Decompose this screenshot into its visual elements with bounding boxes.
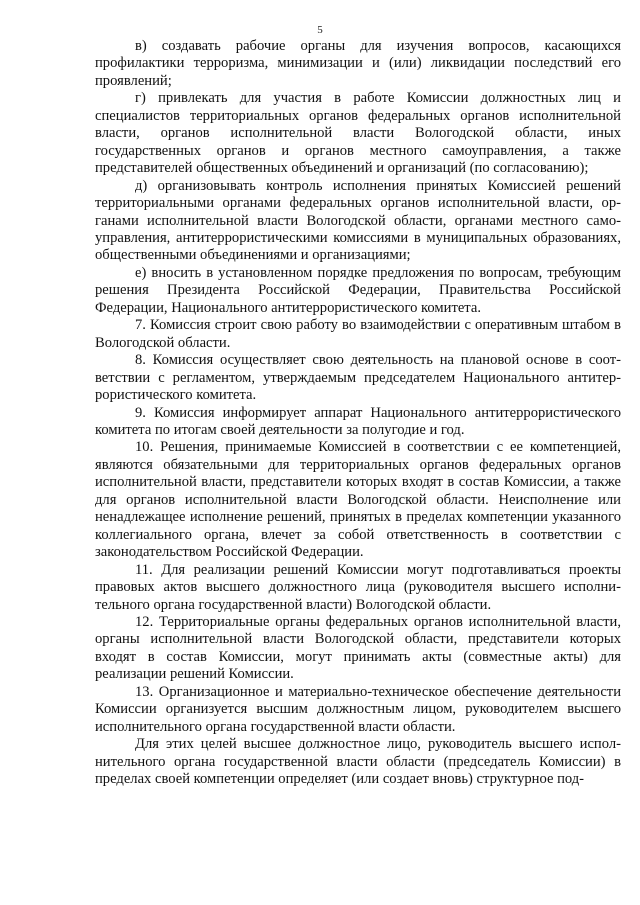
- paragraph-9: 9. Комиссия информирует аппарат Национального антитеррористического комитета по итогам своей деятельности за полугодие и год.: [95, 404, 621, 438]
- page-number: 5: [317, 24, 323, 36]
- document-body: [95, 38, 621, 788]
- paragraph-13-continuation: Для этих целей высшее должностное лицо, руководитель высшего исполнительного органа государственной власти области (председатель Комиссии) в пределах своей компетенции определяет (или создает вновь) структурное под-: [95, 736, 621, 788]
- paragraph-12: 12. Территориальные органы федеральных органов исполнительной власти, органы исполнительной власти Вологодской области, представители которых входят в состав Комиссии, могут принимать акты (совместные акты) для реализации решений Комиссии.: [95, 613, 621, 683]
- paragraph-7: 7. Комиссия строит свою работу во взаимодействии с оперативным штабом в Вологодской области.: [95, 317, 621, 351]
- paragraph-item-e: е) вносить в установленном порядке предложения по вопросам, требующим решения Президента Российской Федерации, Правительства Российской Федерации, Национального антитеррористического комитета.: [95, 264, 621, 316]
- paragraph-item-d: д) организовывать контроль исполнения принятых Комиссией решений территориальными органами федеральных органов исполнительной власти, органами исполнительной власти Вологодской области, органами местного самоуправления, антитеррористическими комиссиями в муниципальных образованиях, общественными объединениями и организациями;: [95, 177, 621, 264]
- paragraph-item-v: в) создавать рабочие органы для изучения вопросов, касающихся профилактики терроризма, минимизации и (или) ликвидации последствий его проявлений;: [95, 38, 621, 89]
- paragraph-8: 8. Комиссия осуществляет свою деятельность на плановой основе в соответствии с регламентом, утверждаемым председателем Национального антитеррористического комитета.: [95, 352, 621, 404]
- paragraph-11: 11. Для реализации решений Комиссии могут подготавливаться проекты правовых актов высшего должностного лица (руководителя высшего исполнительного органа государственной власти) Вологодской области.: [95, 561, 621, 613]
- paragraph-10: 10. Решения, принимаемые Комиссией в соответствии с ее компетенцией, являются обязательными для территориальных органов федеральных органов исполнительной власти, представители которых входят в состав Комиссии, а также для органов исполнительной власти Вологодской области. Неисполнение или ненадлежащее исполнение решений, принятых в пределах компетенции указанного коллегиального органа, влечет за собой ответственность в соответствии с законодательством Российской Федерации.: [95, 439, 621, 561]
- paragraph-item-g: г) привлекать для участия в работе Комиссии должностных лиц и специалистов территориальных органов федеральных органов исполнительной власти, органов исполнительной власти Вологодской области, иных государственных органов и органов местного самоуправления, а также представителей общественных объединений и организаций (по согласованию);: [95, 90, 621, 177]
- paragraph-13: 13. Организационное и материально-техническое обеспечение деятельности Комиссии организуется высшим должностным лицом, руководителем высшего исполнительного органа государственной власти области.: [95, 683, 621, 735]
